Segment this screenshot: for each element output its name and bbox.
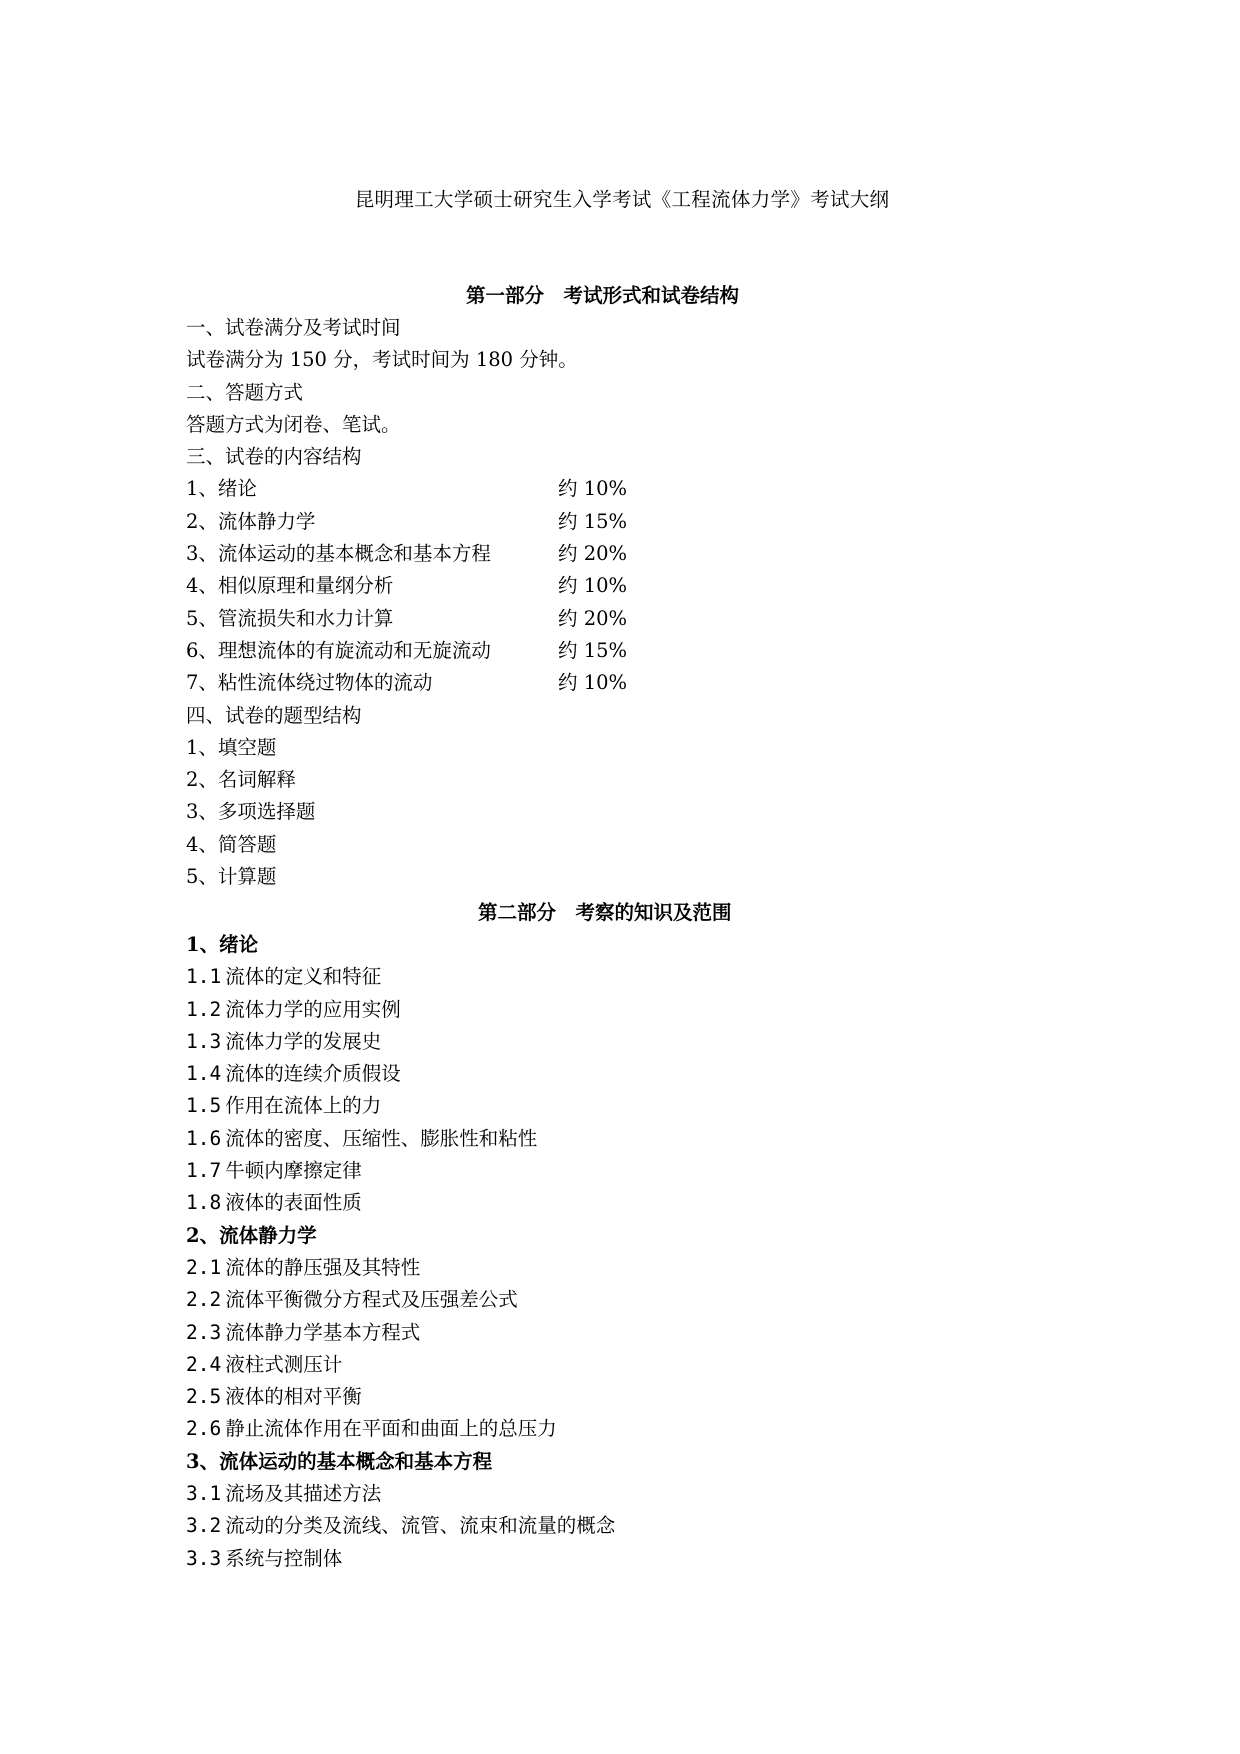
content-structure-row: [186, 570, 1086, 602]
content-item: 4、相似原理和量纲分析: [186, 574, 394, 598]
topic-item-number: 3.3: [186, 1546, 222, 1570]
topic-heading: 2、流体静力学: [186, 1223, 317, 1247]
topic-item-text: 流体力学的应用实例: [225, 997, 401, 1021]
topic-item-number: 1.4: [186, 1062, 222, 1086]
content-share: 约 20%: [558, 606, 628, 630]
topic-heading: 3、流体运动的基本概念和基本方程: [186, 1449, 493, 1473]
topic-item: [186, 1284, 1086, 1316]
content-item: 1、绪论: [186, 477, 257, 501]
topic-item: [186, 1026, 1086, 1058]
topic-item-number: 3.1: [186, 1482, 222, 1506]
content-share: 约 10%: [558, 574, 628, 598]
answer-mode-text: 答题方式为闭卷、笔试。: [186, 412, 401, 436]
topic-item: [186, 1155, 1086, 1187]
score-time-text: 试卷满分为 150 分，考试时间为 180 分钟。: [186, 348, 578, 372]
topic-item-text: 液体的相对平衡: [225, 1385, 362, 1409]
content-item: 7、粘性流体绕过物体的流动: [186, 671, 433, 695]
content-structure-row: [186, 667, 1086, 699]
question-type-item: 4、简答题: [186, 832, 277, 856]
content-structure-row: [186, 473, 1086, 505]
topic-item: [186, 1349, 1086, 1381]
topic-item-text: 流体的连续介质假设: [225, 1062, 401, 1086]
topic-item-number: 2.6: [186, 1417, 222, 1441]
topic-item-text: 流体力学的发展史: [225, 1029, 382, 1053]
content-share: 约 15%: [558, 509, 628, 533]
part2-heading: 第二部分 考察的知识及范围: [478, 901, 732, 924]
topic-item-text: 作用在流体上的力: [225, 1094, 382, 1118]
content-structure-row: [186, 603, 1086, 635]
topic-item: [186, 1510, 1086, 1542]
topic-item-number: 2.1: [186, 1255, 222, 1279]
topic-item: [186, 1381, 1086, 1413]
question-type-item: 5、计算题: [186, 865, 277, 889]
section-heading-answer-mode: 二、答题方式: [186, 380, 304, 404]
topic-item: [186, 961, 1086, 993]
topic-item-text: 系统与控制体: [225, 1546, 343, 1570]
content-structure-row: [186, 635, 1086, 667]
topic-item-text: 流动的分类及流线、流管、流束和流量的概念: [225, 1514, 616, 1538]
topic-item-text: 液体的表面性质: [225, 1191, 362, 1215]
topic-item-number: 1.5: [186, 1094, 222, 1118]
topic-item: [186, 1058, 1086, 1090]
content-item: 2、流体静力学: [186, 509, 316, 533]
topic-item-number: 1.8: [186, 1191, 222, 1215]
topic-item-text: 流体的静压强及其特性: [225, 1255, 421, 1279]
section-heading-score-time: 一、试卷满分及考试时间: [186, 316, 401, 339]
topic-item-text: 牛顿内摩擦定律: [225, 1159, 362, 1183]
topic-item: [186, 1478, 1086, 1510]
topic-item-number: 3.2: [186, 1514, 222, 1538]
topic-item: [186, 1187, 1086, 1219]
content-structure-row: [186, 506, 1086, 538]
content-item: 6、理想流体的有旋流动和无旋流动: [186, 638, 491, 662]
part2-body: [186, 929, 1086, 1575]
section-heading-content-structure: 三、试卷的内容结构: [186, 445, 362, 469]
topic-item-text: 静止流体作用在平面和曲面上的总压力: [225, 1417, 557, 1441]
question-type-item: 3、多项选择题: [186, 800, 316, 824]
content-share: 约 10%: [558, 477, 628, 501]
content-item: 3、流体运动的基本概念和基本方程: [186, 542, 491, 566]
part1-body: [186, 312, 1086, 893]
topic-heading: 1、绪论: [186, 933, 259, 956]
part1-heading: 第一部分 考试形式和试卷结构: [466, 284, 740, 307]
document-title: 昆明理工大学硕士研究生入学考试《工程流体力学》考试大纲: [354, 188, 890, 211]
section-heading-question-types: 四、试卷的题型结构: [186, 703, 362, 727]
topic-item-number: 2.3: [186, 1320, 222, 1344]
content-share: 约 10%: [558, 671, 628, 695]
question-type-item: 2、名词解释: [186, 768, 296, 792]
topic-item: [186, 1123, 1086, 1155]
topic-item: [186, 1543, 1086, 1575]
topic-item-number: 2.4: [186, 1352, 222, 1376]
topic-item-number: 2.5: [186, 1385, 222, 1409]
topic-item-text: 液柱式测压计: [225, 1352, 343, 1376]
content-share: 约 15%: [558, 638, 628, 662]
topic-item-number: 1.2: [186, 997, 222, 1021]
topic-item-number: 1.7: [186, 1159, 222, 1183]
topic-item-number: 1.6: [186, 1126, 222, 1150]
topic-item-text: 流体静力学基本方程式: [225, 1320, 421, 1344]
topic-item: [186, 1413, 1086, 1445]
content-share: 约 20%: [558, 542, 628, 566]
topic-item: [186, 994, 1086, 1026]
topic-item-text: 流场及其描述方法: [225, 1482, 382, 1506]
topic-item-text: 流体的定义和特征: [225, 965, 382, 989]
question-type-item: 1、填空题: [186, 735, 277, 759]
topic-item: [186, 1090, 1086, 1122]
content-structure-row: [186, 538, 1086, 570]
topic-item: [186, 1252, 1086, 1284]
topic-item-number: 1.3: [186, 1029, 222, 1053]
topic-item-number: 2.2: [186, 1288, 222, 1312]
content-item: 5、管流损失和水力计算: [186, 606, 394, 630]
topic-item-number: 1.1: [186, 965, 222, 989]
topic-item: [186, 1317, 1086, 1349]
topic-item-text: 流体平衡微分方程式及压强差公式: [225, 1288, 518, 1312]
topic-item-text: 流体的密度、压缩性、膨胀性和粘性: [225, 1126, 538, 1150]
